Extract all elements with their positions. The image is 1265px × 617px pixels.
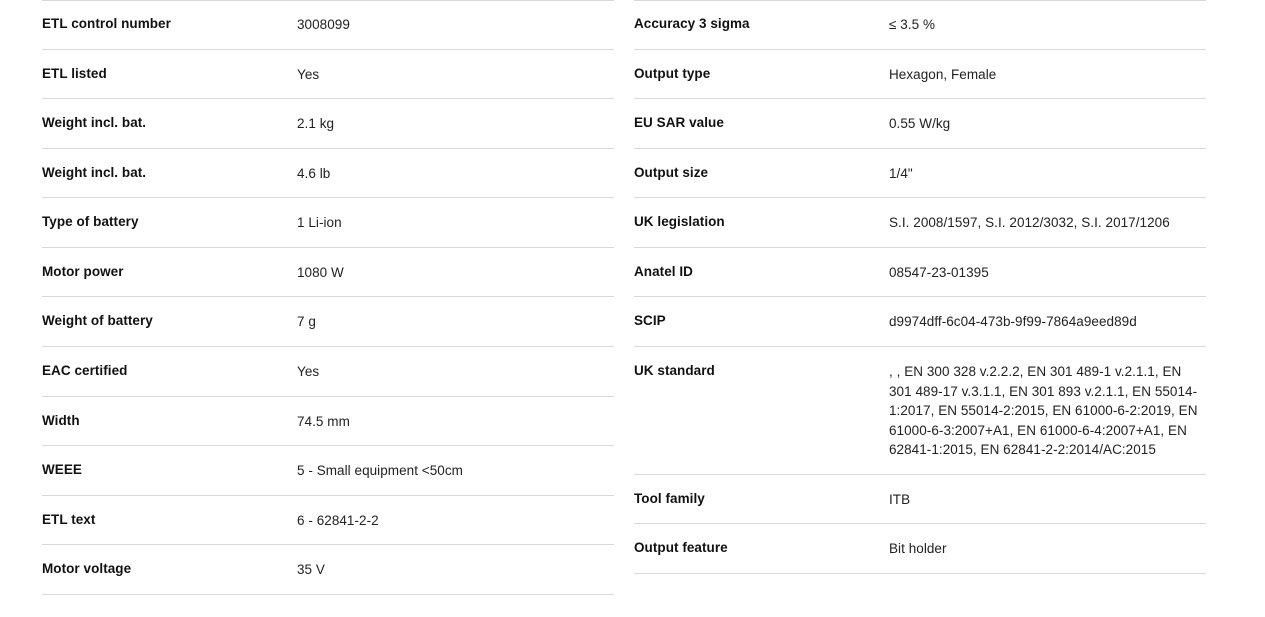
spec-label: EAC certified (42, 362, 128, 378)
spec-value: , , EN 300 328 v.2.2.2, EN 301 489-1 v.2.1.1, EN 301 489-17 v.3.1.1, EN 301 893 v.2.1.1, EN 55014-1:2017, EN 55014-2:2015, EN 61000-6-2:2019, EN 61000-6-3:2007+A1, EN 61000-6-4:2007+A1, EN 62841-1:2015, EN 62841-2-2:2014/AC:2015 (889, 363, 1198, 458)
spec-value: 3008099 (297, 17, 350, 32)
table-row (634, 149, 1206, 199)
table-row (42, 248, 614, 298)
table-row (634, 248, 1206, 298)
spec-value: 35 V (297, 562, 325, 578)
spec-value: Yes (297, 363, 320, 379)
spec-value: ITB (889, 491, 911, 507)
table-row (634, 198, 1206, 248)
table-row (634, 99, 1206, 149)
spec-label: ETL control number (42, 16, 171, 31)
table-row (42, 347, 614, 397)
spec-value: Yes (297, 66, 320, 82)
spec-label: WEEE (42, 462, 82, 478)
spec-value: Bit holder (889, 541, 947, 557)
table-row (42, 545, 614, 595)
spec-label: Weight incl. bat. (42, 164, 147, 180)
spec-label: ETL listed (42, 65, 107, 81)
table-row (42, 99, 614, 149)
spec-label: ETL text (42, 511, 96, 527)
spec-value: 6 - 62841-2-2 (297, 512, 379, 528)
spec-label: Motor power (42, 263, 124, 279)
spec-label: Output type (634, 65, 711, 81)
spec-value: d9974dff-6c04-473b-9f99-7864a9eed89d (889, 314, 1137, 330)
spec-label: Motor voltage (42, 561, 132, 577)
spec-label: Width (42, 412, 80, 428)
left-column (42, 0, 614, 595)
spec-label: UK standard (634, 362, 715, 378)
table-row (634, 0, 1206, 50)
spec-value: ≤ 3.5 % (889, 17, 936, 32)
table-row (42, 397, 614, 447)
spec-label: Output size (634, 164, 709, 180)
table-row (634, 475, 1206, 525)
spec-value: 2.1 kg (297, 116, 335, 132)
spec-value: 1/4" (889, 165, 913, 181)
table-row (42, 50, 614, 100)
table-row (42, 297, 614, 347)
spec-label: Weight of battery (42, 313, 153, 329)
right-column (634, 0, 1206, 595)
spec-label: Accuracy 3 sigma (634, 16, 750, 31)
table-row (42, 496, 614, 546)
spec-value: 1 Li-ion (297, 215, 342, 231)
spec-label: Output feature (634, 540, 728, 556)
spec-label: Weight incl. bat. (42, 115, 147, 131)
spec-label: Type of battery (42, 214, 139, 230)
spec-value: 08547-23-01395 (889, 264, 989, 280)
table-row (42, 149, 614, 199)
spec-value: S.I. 2008/1597, S.I. 2012/3032, S.I. 2017/1206 (889, 215, 1170, 231)
spec-value: 4.6 lb (297, 165, 331, 181)
spec-label: UK legislation (634, 214, 725, 230)
spec-label: EU SAR value (634, 115, 724, 131)
table-row (634, 297, 1206, 347)
table-row (634, 50, 1206, 100)
table-row (42, 0, 614, 50)
spec-value: Hexagon, Female (889, 66, 997, 82)
table-row (42, 446, 614, 496)
spec-value: 1080 W (297, 264, 344, 280)
spec-value: 74.5 mm (297, 413, 350, 429)
spec-value: 0.55 W/kg (889, 116, 951, 132)
spec-value: 7 g (297, 314, 316, 330)
spec-label: SCIP (634, 313, 666, 329)
table-row (42, 198, 614, 248)
table-row (634, 524, 1206, 574)
spec-value: 5 - Small equipment <50cm (297, 463, 463, 479)
spec-label: Anatel ID (634, 263, 693, 279)
table-row (634, 347, 1206, 475)
spec-label: Tool family (634, 490, 705, 506)
